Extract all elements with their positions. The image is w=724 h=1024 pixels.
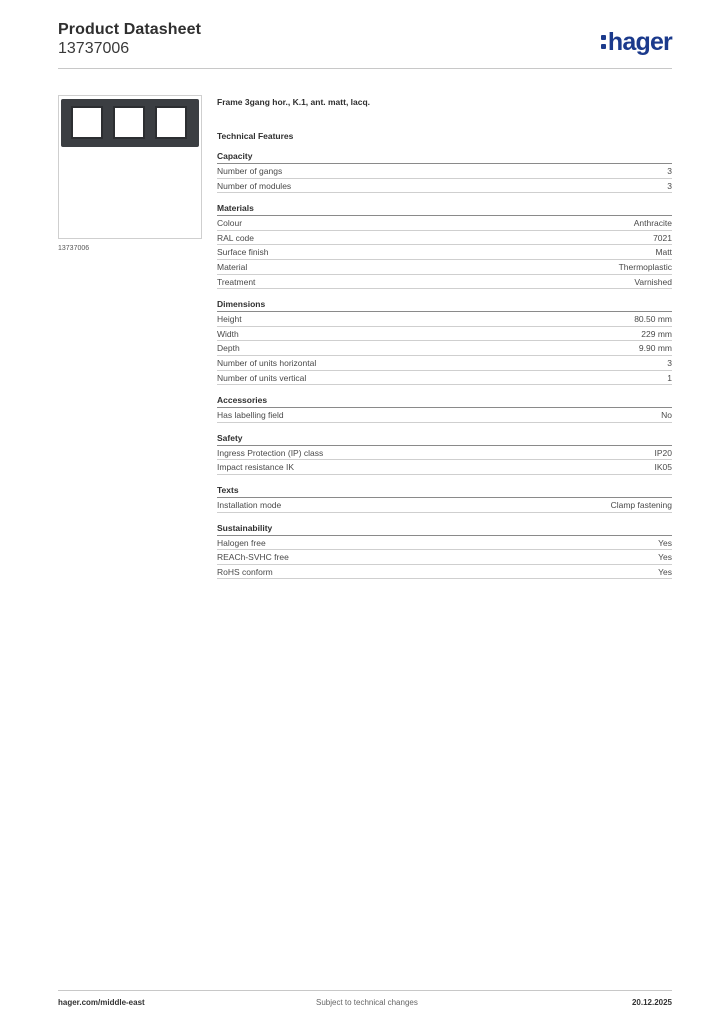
spec-label: Impact resistance IK: [217, 462, 295, 473]
footer-website: hager.com/middle-east: [58, 998, 145, 1007]
feature-sections: [217, 150, 672, 579]
section-title: Texts: [217, 484, 672, 498]
spec-label: RAL code: [217, 232, 255, 243]
feature-section: [217, 202, 672, 289]
feature-section: [217, 522, 672, 580]
section-title: Capacity: [217, 150, 672, 164]
spec-row: [217, 536, 672, 551]
spec-row: [217, 565, 672, 580]
logo-text: hager: [607, 28, 672, 56]
product-image-caption: 13737006: [58, 245, 90, 252]
spec-value: 229 mm: [641, 328, 672, 339]
spec-value: Clamp fastening: [610, 499, 672, 510]
frame-slot: [113, 106, 145, 139]
spec-row: [217, 460, 672, 475]
spec-label: Has labelling field: [217, 410, 284, 421]
spec-label: REACh-SVHC free: [217, 552, 289, 563]
feature-section: [217, 394, 672, 423]
section-title: Safety: [217, 432, 672, 446]
spec-label: Installation mode: [217, 499, 282, 510]
spec-row: [217, 341, 672, 356]
spec-value: 9.90 mm: [638, 343, 672, 354]
spec-label: Treatment: [217, 276, 256, 287]
spec-value: Anthracite: [633, 218, 672, 229]
spec-label: Ingress Protection (IP) class: [217, 447, 324, 458]
hager-logo: [601, 29, 672, 55]
technical-features-title: Technical Features: [217, 131, 294, 141]
spec-value: 80.50 mm: [634, 314, 672, 325]
spec-value: 7021: [653, 232, 672, 243]
frame-3gang-illustration: [61, 99, 199, 147]
spec-row: [217, 327, 672, 342]
page-header: [58, 21, 672, 69]
header-divider: [58, 68, 672, 69]
product-name: Frame 3gang hor., K.1, ant. matt, lacq.: [217, 97, 371, 107]
spec-label: Number of gangs: [217, 166, 283, 176]
feature-section: [217, 484, 672, 513]
spec-value: IP20: [654, 447, 672, 458]
spec-row: [217, 446, 672, 461]
spec-row: [217, 550, 672, 565]
spec-label: Halogen free: [217, 537, 266, 548]
spec-value: Matt: [655, 247, 672, 258]
feature-section: [217, 150, 672, 193]
spec-row: [217, 260, 672, 275]
spec-label: RoHS conform: [217, 566, 273, 577]
spec-label: Material: [217, 261, 248, 272]
section-title: Materials: [217, 202, 672, 216]
footer-date: 20.12.2025: [631, 998, 672, 1007]
spec-label: Colour: [217, 218, 243, 229]
spec-value: 3: [667, 166, 672, 176]
spec-value: 3: [667, 180, 672, 191]
spec-value: Varnished: [634, 276, 672, 287]
spec-row: [217, 312, 672, 327]
logo-mark-icon: [601, 35, 606, 49]
frame-slot: [71, 106, 103, 139]
spec-row: [217, 275, 672, 290]
spec-row: [217, 498, 672, 513]
frame-slot: [155, 106, 187, 139]
spec-value: 3: [667, 357, 672, 368]
spec-value: Yes: [658, 552, 672, 563]
spec-label: Surface finish: [217, 247, 269, 258]
spec-row: [217, 231, 672, 246]
product-image: [58, 95, 202, 239]
feature-section: [217, 298, 672, 385]
section-title: Sustainability: [217, 522, 672, 536]
footer-notice: Subject to technical changes: [316, 998, 418, 1007]
spec-row: [217, 356, 672, 371]
spec-row: [217, 245, 672, 260]
spec-label: Number of modules: [217, 180, 292, 191]
technical-content: [217, 95, 672, 579]
spec-row: [217, 216, 672, 231]
document-number: 13737006: [58, 40, 130, 57]
spec-label: Number of units horizontal: [217, 357, 317, 368]
spec-row: [217, 371, 672, 386]
spec-row: [217, 179, 672, 194]
spec-value: 1: [667, 372, 672, 383]
spec-value: Yes: [658, 566, 672, 577]
footer-divider: [58, 990, 672, 991]
section-title: Accessories: [217, 394, 672, 408]
feature-section: [217, 432, 672, 475]
spec-value: Thermoplastic: [618, 261, 672, 272]
spec-label: Height: [217, 314, 242, 325]
spec-value: Yes: [658, 537, 672, 548]
spec-value: IK05: [654, 462, 672, 473]
spec-label: Width: [217, 328, 239, 339]
spec-label: Number of units vertical: [217, 372, 307, 383]
spec-value: No: [661, 410, 672, 421]
page-title: Product Datasheet: [58, 21, 202, 38]
spec-label: Depth: [217, 343, 240, 354]
spec-row: [217, 164, 672, 179]
section-title: Dimensions: [217, 298, 672, 312]
spec-row: [217, 408, 672, 423]
